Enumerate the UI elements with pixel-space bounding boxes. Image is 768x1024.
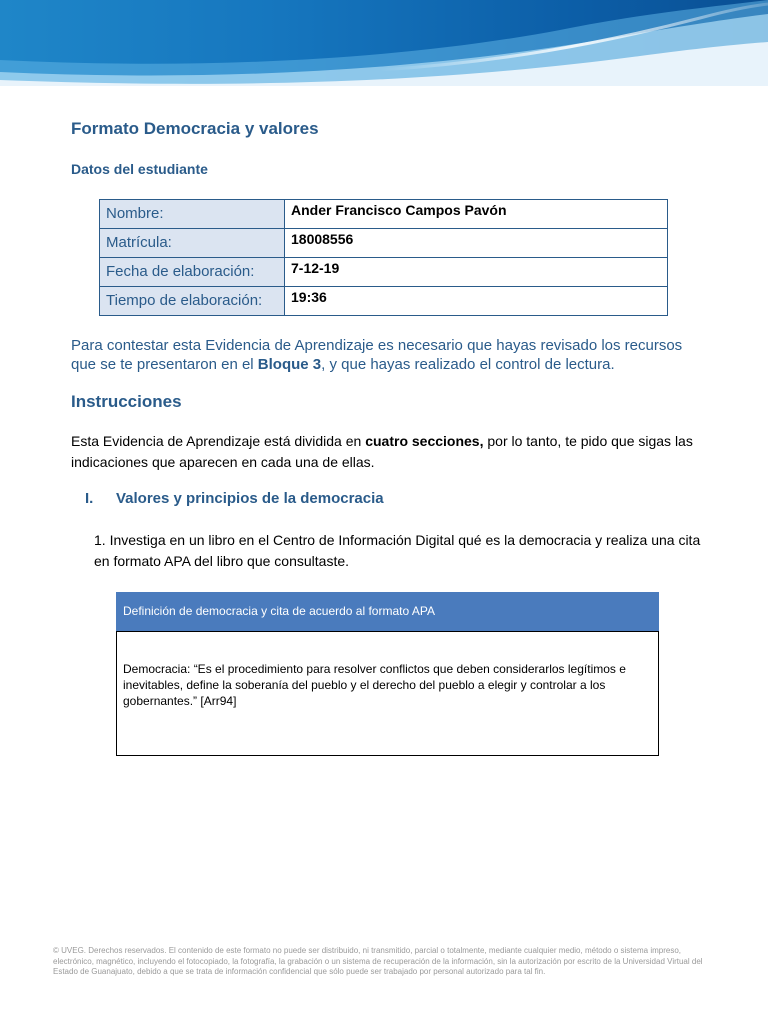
task-paragraph: 1. Investiga en un libro en el Centro de Información Digital qué es la democracia y realiza una cita en formato APA del libro que consultaste. — [94, 532, 701, 569]
table-row — [100, 229, 668, 258]
table-row — [100, 287, 668, 316]
section-title: Valores y principios de la democracia — [116, 490, 384, 507]
date-label: Fecha de elaboración: — [100, 258, 285, 287]
instructions-text-start: Esta Evidencia de Aprendizaje está dividida en — [71, 433, 366, 449]
student-data-heading: Datos del estudiante — [71, 161, 208, 177]
time-label: Tiempo de elaboración: — [100, 287, 285, 316]
enrollment-label: Matrícula: — [100, 229, 285, 258]
header-banner — [0, 0, 768, 96]
intro-text-end: , y que hayas realizado el control de lectura. — [321, 356, 615, 373]
table-row — [100, 200, 668, 229]
table-row — [100, 258, 668, 287]
intro-paragraph — [71, 336, 711, 374]
instructions-paragraph — [71, 431, 711, 473]
copyright-footer: © UVEG. Derechos reservados. El contenido de este formato no puede ser distribuido, ni transmitido, parcial o totalmente, mediante cualquier medio, método o sistema impreso, electrónico, magnético, incluyendo el fotocopiado, la fotografía, la grabación o un sistema de recuperación de la información, sin la autorización por escrito de la Universidad Virtual del Estado de Guanajuato, debido a que se trata de información confidencial que sólo puede ser trabajado por personal autorizado para tal fin. — [53, 946, 703, 976]
definition-box-body: Democracia: “Es el procedimiento para resolver conflictos que deben considerarlos legítimos e inevitables, define la soberanía del pueblo y el derecho del pueblo a elegir y controlar a los gobernantes.” [Arr94] — [116, 631, 659, 756]
definition-box-header: Definición de democracia y cita de acuerdo al formato APA — [116, 592, 659, 631]
definition-box — [116, 592, 659, 756]
intro-text-start: Para contestar esta Evidencia de Aprendizaje es necesario que hayas revisado los recursos que se te presentaron en el — [71, 337, 683, 373]
student-data-table — [99, 199, 668, 316]
instructions-heading: Instrucciones — [71, 392, 182, 411]
instructions-text-end: por lo tanto, te pido que sigas las indicaciones que aparecen en cada una de ellas. — [71, 433, 693, 470]
enrollment-value: 18008556 — [285, 229, 668, 258]
instructions-bold: cuatro secciones, — [365, 433, 484, 449]
intro-block-bold: Bloque 3 — [257, 356, 322, 373]
name-value: Ander Francisco Campos Pavón — [285, 200, 668, 229]
section-heading — [85, 490, 384, 507]
name-label: Nombre: — [100, 200, 285, 229]
date-value: 7-12-19 — [285, 258, 668, 287]
section-numeral: I. — [85, 490, 94, 507]
time-value: 19:36 — [285, 287, 668, 316]
document-title: Formato Democracia y valores — [71, 119, 319, 138]
